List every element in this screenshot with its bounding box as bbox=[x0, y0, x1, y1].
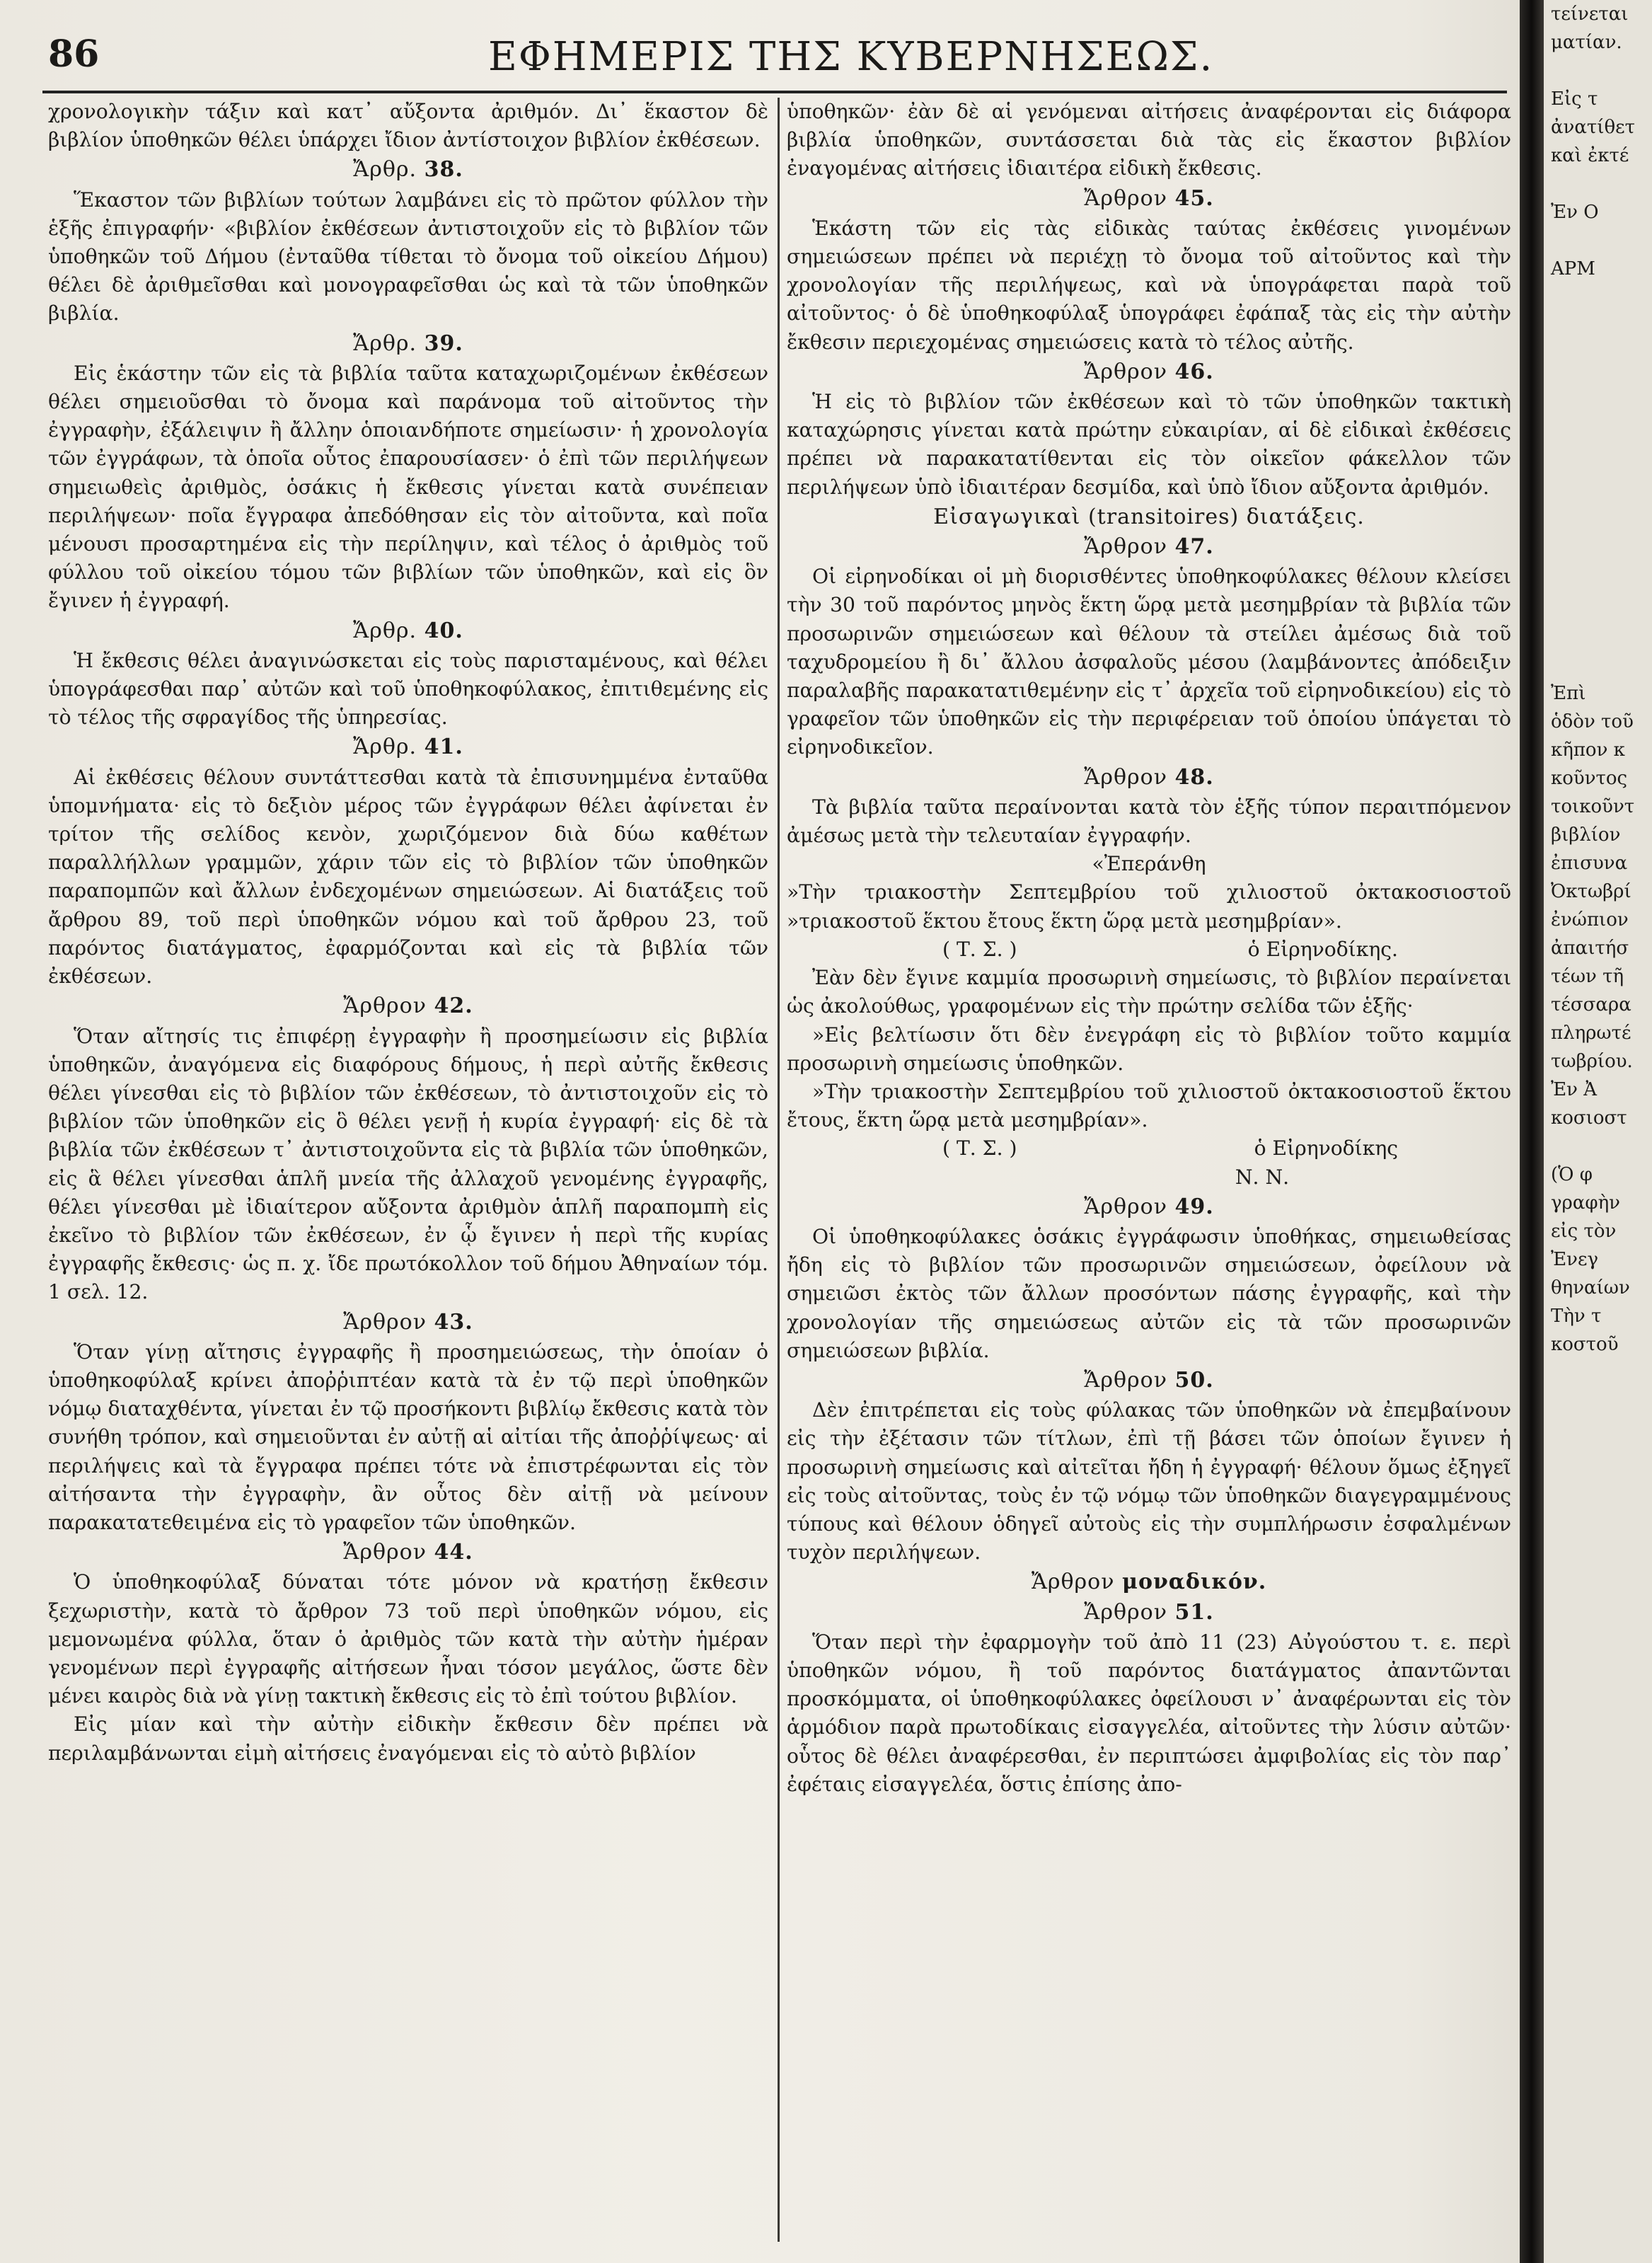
edge-fragment bbox=[1544, 368, 1652, 396]
next-page-edge bbox=[1544, 0, 1652, 2263]
paragraph: Ἡ εἰς τὸ βιβλίον τῶν ἐκθέσεων καὶ τὸ τῶν ὑποθηκῶν τακτικὴ καταχώρησις γίνεται κατὰ πρώτην εὐκαιρίαν, αἱ δὲ εἰδικαὶ ἐκθέσεις πρέπει νὰ παρακατατίθενται εἰς τὸν οἰκεῖον φάκελλον τῶν περιλήψεων ὑπὸ ἰδιαιτέραν δεσμίδα, καὶ ὑπὸ ἴδιον αὔξοντα ἀριθμόν. bbox=[787, 390, 1511, 499]
article-number: 40. bbox=[424, 618, 463, 643]
article-heading bbox=[787, 358, 1511, 386]
article-label: Ἄρθρον bbox=[343, 994, 427, 1019]
article-heading bbox=[787, 1568, 1511, 1596]
article-heading bbox=[48, 992, 768, 1020]
article-number: 43. bbox=[434, 1309, 473, 1335]
article-number: 41. bbox=[424, 735, 463, 760]
edge-fragment: πληρωτέ bbox=[1551, 1023, 1631, 1044]
article-heading bbox=[787, 533, 1511, 561]
paragraph: Ἕκαστον τῶν βιβλίων τούτων λαμβάνει εἰς τὸ πρῶτον φύλλον τὴν ἑξῆς ἐπιγραφήν· «βιβλίον ἐκθέσεων ἀντιστοιχοῦν εἰς τὸ βιβλίον τῶν ὑποθηκῶν τοῦ Δήμου (ἐνταῦθα τίθεται τὸ ὄνομα τοῦ οἰκείου Δήμου) θέλει δὲ ἀριθμεῖσθαι καὶ μονογραφεῖσθαι ὡς καὶ τὰ τῶν ὑποθηκῶν βιβλία. bbox=[48, 188, 768, 326]
article-label: Ἄρθρ. bbox=[353, 330, 417, 356]
article-label: Ἄρθρον bbox=[1084, 534, 1167, 560]
article-label: Ἄρθρον bbox=[343, 1309, 427, 1335]
centered-line: «Ἐπεράνθη bbox=[1092, 852, 1206, 876]
left-column bbox=[48, 98, 768, 2242]
edge-fragment: τείνεται bbox=[1551, 4, 1629, 25]
article-label: Ἄρθρ. bbox=[353, 618, 417, 643]
article-label: Ἄρθρον bbox=[1084, 359, 1167, 384]
edge-fragment bbox=[1544, 453, 1652, 481]
edge-fragment bbox=[1544, 57, 1652, 85]
article-label: Ἄρθρον bbox=[1031, 1570, 1115, 1595]
paragraph: Ὅταν γίνῃ αἴτησις ἐγγραφῆς ἢ προσημειώσεως, τὴν ὁποίαν ὁ ὑποθηκοφύλαξ κρίνει ἀποῤῥιπτέαν κατὰ τὰ ἐν τῷ περὶ ὑποθηκῶν νόμῳ διαταχθέντα, γίνεται ἐν τῷ προσήκοντι βιβλίῳ ἔκθεσις κατὰ τὸν συνήθη τρόπον, καὶ σημειοῦνται ἐν αὐτῇ αἱ αἰτίαι τῆς ἀποῤῥίψεως· αἱ περιλήψεις καὶ τὰ ἔγγραφα πρέπει τότε νὰ ἐπιστρέφωνται εἰς τὸν αἰτήσαντα τὴν ἐγγραφὴν, ἂν οὗτος δὲν αἰτῇ νὰ μείνουν παρακατατεθειμένα εἰς τὸ γραφεῖον τῶν ὑποθηκῶν. bbox=[48, 1340, 768, 1534]
edge-fragment bbox=[1544, 311, 1652, 340]
article-number: 50. bbox=[1174, 1367, 1214, 1393]
edge-fragment: (Ὁ φ bbox=[1551, 1164, 1593, 1185]
paragraph: Εἰς ἑκάστην τῶν εἰς τὰ βιβλία ταῦτα καταχωριζομένων ἐκθέσεων θέλει σημειοῦσθαι τὸ ὄνομα καὶ παράνομα τοῦ αἰτοῦντος τὴν ἐγγραφὴν, ἐξάλειψιν ἢ ἄλλην ὁποιανδήποτε σημείωσιν· ἡ χρονολογία τῶν ἐγγράφων, τὰ ὁποῖα οὗτος ἐπαρουσίασεν· ὁ ἐπὶ τῶν περιλήψεων σημειωθεὶς ἀριθμὸς, ὁσάκις ἡ ἔκθεσις γίνεται κατὰ συνέπειαν περιλήψεων· ποῖα ἔγγραφα ἀπεδόθησαν εἰς τὸν αἰτοῦντα, καὶ ποῖα μένουσι προσαρτημένα εἰς τὴν περίληψιν, καὶ τέλος ὁ ἀριθμὸς τοῦ φύλλου τοῦ οἰκείου τόμου τῶν βιβλίων τῶν ὑποθηκῶν, καὶ εἰς ὃν ἔγινεν ἡ ἐγγραφή. bbox=[48, 361, 768, 613]
edge-fragment bbox=[1544, 170, 1652, 198]
edge-fragment bbox=[1544, 538, 1652, 566]
paragraph: »Εἰς βελτίωσιν ὅτι δὲν ἐνεγράφη εἰς τὸ βιβλίον τοῦτο καμμία προσωρινὴ σημείωσις ὑποθηκῶν. bbox=[787, 1023, 1511, 1075]
edge-fragment: ἀνατίθετ bbox=[1551, 117, 1636, 138]
article-label: Ἄρθρον bbox=[1084, 1194, 1167, 1219]
article-number: 45. bbox=[1174, 185, 1214, 211]
edge-fragment bbox=[1544, 1132, 1652, 1161]
paragraph: Ὅταν αἴτησίς τις ἐπιφέρῃ ἐγγραφὴν ἢ προσημείωσιν εἰς βιβλία ὑποθηκῶν, ἀναγόμενα εἰς διαφόρους δήμους, ἡ περὶ αὐτῆς ἔκθεσις θέλει γίνεσθαι εἰς τὸ βιβλίον τῶν ἐκθέσεων, τὸ ἀντιστοιχοῦν εἰς τὸ βιβλίον τῶν ὑποθηκῶν εἰς ὃ θέλει γενῇ ἡ κυρία ἐγγραφή· εἰς δὲ τὰ βιβλία τῶν ἐκθέσεων τ᾽ ἀντιστοιχοῦντα εἰς τὰ βιβλία τῶν ὑποθηκῶν, εἰς ἃ θέλει γίνεσθαι ἁπλῆ μνεία τῆς ἀλλαχοῦ γενομένης ἐγγραφῆς, θέλει γίνεσθαι μὲ ἰδιαίτερον αὔξοντα ἀριθμὸν ἁπλῆ παραπομπὴ εἰς ἐκεῖνο τὸ βιβλίον τῶν ἐκθέσεων, ἐν ᾧ ἔγινεν ἡ περὶ τῆς κυρίας ἐγγραφῆς ἔκθεσις· ὡς π. χ. ἴδε πρωτόκολλον τοῦ δήμου Ἀθηναίων τόμ. 1 σελ. 12. bbox=[48, 1024, 768, 1304]
edge-fragment bbox=[1544, 396, 1652, 425]
running-title: ΕΦΗΜΕΡΙΣ ΤΗΣ ΚΥΒΕΡΝΗΣΕΩΣ. bbox=[488, 34, 1214, 80]
edge-fragment bbox=[1544, 623, 1652, 651]
page-number: 86 bbox=[48, 33, 100, 76]
paragraph: Αἱ ἐκθέσεις θέλουν συντάττεσθαι κατὰ τὰ ἐπισυνημμένα ἐνταῦθα ὑπομνήματα· εἰς τὸ δεξιὸν μέρος τῶν ἐγγράφων θέλει ἀφίνεται ἐν τρίτον τῆς σελίδος κενὸν, χωριζόμενον διὰ δύω καθέτων παραλλήλλων γραμμῶν, χάριν τῶν εἰς τὸ βιβλίον τῶν ὑποθηκῶν παραπομπῶν καὶ ἄλλων ἐνδεχομένων σημειώσεων. Αἱ διατάξεις τοῦ ἄρθρου 89, τοῦ περὶ ὑποθηκῶν νόμου καὶ τοῦ ἄρθρου 23, τοῦ παρόντος διατάγματος, ἐφαρμόζονται καὶ εἰς τὰ βιβλία τῶν ἐκθέσεων. bbox=[48, 765, 768, 989]
edge-fragment bbox=[1544, 283, 1652, 311]
seal-signature-row bbox=[787, 1134, 1511, 1163]
edge-fragment: Ἐπὶ bbox=[1551, 683, 1586, 704]
edge-fragment: βιβλίον bbox=[1551, 824, 1621, 846]
edge-fragment: καὶ ἐκτέ bbox=[1551, 145, 1629, 166]
article-number: 51. bbox=[1174, 1599, 1214, 1625]
article-heading bbox=[787, 1366, 1511, 1395]
article-heading bbox=[787, 185, 1511, 213]
binding-spine bbox=[1520, 0, 1544, 2263]
edge-fragment: τοικοῦντ bbox=[1551, 796, 1635, 817]
article-heading bbox=[48, 733, 768, 761]
edge-fragment bbox=[1544, 651, 1652, 679]
edge-fragment: Ἐνεγ bbox=[1551, 1249, 1598, 1270]
article-heading bbox=[787, 764, 1511, 792]
paragraph: Δὲν ἐπιτρέπεται εἰς τοὺς φύλακας τῶν ὑποθηκῶν νὰ ἐπεμβαίνουν εἰς τὴν ἐξέτασιν τῶν τίτλων, ἐπὶ τῇ βάσει τῶν ὁποίων ἔγινεν ἡ προσωρινὴ σημείωσις καὶ αἰτεῖται ἤδη ἡ ἐγγραφή· θέλουν ὅμως ἐξηγεῖ εἰς τοὺς αἰτοῦντας, τοὺς ἐν τῷ νόμῳ τῶν ὑποθηκῶν διαγεγραμμένους τύπους καὶ θέλουν ὁδηγεῖ αὐτοὺς εἰς τὴν συμπλήρωσιν ἐσφαλμένων τυχὸν περιλήψεων. bbox=[787, 1398, 1511, 1565]
edge-fragment: Ὀκτωβρί bbox=[1551, 881, 1631, 902]
right-column bbox=[787, 98, 1511, 2242]
edge-fragment: Ἐν Ἀ bbox=[1551, 1079, 1598, 1100]
edge-fragment: κοστοῦ bbox=[1551, 1334, 1619, 1355]
edge-fragment: ἀπαιτήσ bbox=[1551, 938, 1629, 959]
article-number: 49. bbox=[1174, 1194, 1214, 1219]
edge-fragment bbox=[1544, 566, 1652, 594]
edge-fragment: ἐνώπιον bbox=[1551, 909, 1629, 931]
article-label: Ἄρθρον bbox=[1084, 764, 1167, 790]
paragraph: Οἱ εἰρηνοδίκαι οἱ μὴ διορισθέντες ὑποθηκοφύλακες θέλουν κλείσει τὴν 30 τοῦ παρόντος μηνὸς ἕκτη ὥρᾳ μετὰ μεσημβρίαν τὰ βιβλία τῶν προσωρινῶν σημειώσεων καὶ θέλουν τὰ στείλει ἀμέσως διὰ τοῦ ταχυδρομείου ἢ δι᾽ ἄλλου ἀσφαλοῦς μέσου (λαμβάνοντες ἀπόδειξιν παραλαβῆς παρακατατιθεμένην εἰς τ᾽ ἀρχεῖα τοῦ εἰρηνοδικείου) εἰς τὸ γραφεῖον τῶν ὑποθηκῶν εἰς τὴν περιφέρειαν τοῦ ὁποίου ὑπάγεται τὸ εἰρηνοδικεῖον. bbox=[787, 565, 1511, 759]
edge-fragment: κοσιοστ bbox=[1551, 1107, 1627, 1129]
edge-fragment: Ἐν Ο bbox=[1551, 202, 1599, 223]
seal-mark: ( Τ. Σ. ) bbox=[942, 937, 1017, 961]
article-heading bbox=[48, 617, 768, 645]
signatory: ὁ Εἰρηνοδίκης bbox=[1254, 1136, 1398, 1161]
edge-fragment bbox=[1544, 340, 1652, 368]
article-number: 42. bbox=[434, 994, 473, 1019]
article-number: 44. bbox=[434, 1540, 473, 1565]
edge-fragment: ἐπισυνα bbox=[1551, 853, 1628, 874]
article-number: μοναδικόν. bbox=[1122, 1570, 1267, 1595]
edge-fragment: τωβρίου. bbox=[1551, 1051, 1633, 1072]
edge-fragment: Τὴν τ bbox=[1551, 1306, 1602, 1327]
article-label: Ἄρθρον bbox=[343, 1540, 427, 1565]
article-number: 47. bbox=[1174, 534, 1214, 560]
edge-fragment: τέσσαρα bbox=[1551, 994, 1631, 1015]
edge-fragment: ὁδὸν τοῦ bbox=[1551, 711, 1634, 732]
article-number: 48. bbox=[1174, 764, 1214, 790]
paragraph: Τὰ βιβλία ταῦτα περαίνονται κατὰ τὸν ἑξῆς τύπον περαιτπόμενον ἀμέσως μετὰ τὴν τελευταίαν ἐγγραφήν. bbox=[787, 795, 1511, 848]
edge-fragment: Εἰς τ bbox=[1551, 88, 1598, 110]
edge-fragment: κῆπον κ bbox=[1551, 739, 1625, 761]
paragraph: ὑποθηκῶν· ἐὰν δὲ αἱ γενόμεναι αἰτήσεις ἀναφέρονται εἰς διάφορα βιβλία ὑποθηκῶν, συντάσσεται διὰ τὰς εἰς ἕκαστον βιβλίον ἐναγομένας αἰτήσεις ἰδιαιτέρα εἰδικὴ ἔκθεσις. bbox=[787, 100, 1511, 180]
paragraph: »Τὴν τριακοστὴν Σεπτεμβρίου τοῦ χιλιοστοῦ ὀκτακοσιοστοῦ ἕκτου ἔτους, ἕκτη ὥρᾳ μετὰ μεσημβρίαν». bbox=[787, 1079, 1511, 1132]
article-heading bbox=[48, 1538, 768, 1567]
article-heading bbox=[48, 1308, 768, 1337]
paragraph: χρονολογικὴν τάξιν καὶ κατ᾽ αὔξοντα ἀριθμόν. Δι᾽ ἕκαστον δὲ βιβλίον ὑποθηκῶν θέλει ὑπάρχει ἴδιον ἀντίστοιχον βιβλίον ἐκθέσεων. bbox=[48, 100, 768, 152]
article-number: 38. bbox=[424, 157, 463, 183]
article-label: Ἄρθρ. bbox=[353, 157, 417, 183]
article-label: Ἄρθρον bbox=[1084, 185, 1167, 211]
edge-fragment bbox=[1544, 509, 1652, 538]
header-rule bbox=[42, 91, 1507, 93]
seal-signature-row bbox=[787, 935, 1511, 964]
edge-fragment: θηναίων bbox=[1551, 1277, 1630, 1299]
article-heading bbox=[787, 1193, 1511, 1221]
article-heading bbox=[787, 1599, 1511, 1627]
paragraph: Ἡ ἔκθεσις θέλει ἀναγινώσκεται εἰς τοὺς παρισταμένους, καὶ θέλει ὑπογράφεσθαι παρ᾽ αὐτῶν καὶ τοῦ ὑποθηκοφύλακος, ἐπιτιθεμένης εἰς τὸ τέλος τῆς σφραγίδος τῆς ὑπηρεσίας. bbox=[48, 648, 768, 730]
article-heading bbox=[48, 156, 768, 184]
paragraph: Ὁ ὑποθηκοφύλαξ δύναται τότε μόνον νὰ κρατήσῃ ἔκθεσιν ξεχωριστὴν, κατὰ τὸ ἄρθρον 73 τοῦ περὶ ὑποθηκῶν νόμου, εἰς μεμονωμένα φύλλα, ὅταν ὁ ἀριθμὸς τῶν κατὰ τὴν αὐτὴν ἡμέραν γενομένων περὶ ἐγγραφῆς αἰτήσεων ἦναι τόσον μεγάλος, ὥστε δὲν μένει καιρὸς διὰ νὰ γίνῃ τακτικὴ ἔκθεσις εἰς τὸ ἐπὶ τούτου βιβλίον. bbox=[48, 1570, 768, 1708]
article-number: 39. bbox=[424, 330, 463, 356]
edge-fragment: ματίαν. bbox=[1551, 32, 1622, 53]
paragraph: Ἑκάστη τῶν εἰς τὰς εἰδικὰς ταύτας ἐκθέσεις γινομένων σημειώσεων πρέπει νὰ περιέχῃ τὸ ὄνομα τοῦ αἰτοῦντος καὶ τὴν χρονολογίαν τῆς περιλήψεως, καὶ νὰ ὑπογράφεται παρὰ τοῦ αἰτοῦντος· ὁ δὲ ὑποθηκοφύλαξ ὑπογράφει ἐφάπαξ τὰς εἰς τὴν αὐτὴν ἔκθεσιν περιεχομένας σημειώσεις κατὰ τὸ τέλος αὐτῆς. bbox=[787, 216, 1511, 354]
edge-fragment: εἰς τὸν bbox=[1551, 1221, 1617, 1242]
paragraph: Οἱ ὑποθηκοφύλακες ὁσάκις ἐγγράφωσιν ὑποθήκας, σημειωθείσας ἤδη εἰς τὸ βιβλίον τῶν προσωρινῶν σημειώσεων, ὀφείλουν νὰ σημειῶσι ἐκτὸς τῶν ἄλλων προσόντων πάσης ἐγγραφῆς, καὶ τὴν χρονολογίαν τῆς σημειώσεως αὐτῶν εἰς τὰ τῶν προσωρινῶν σημειώσεων βιβλία. bbox=[787, 1224, 1511, 1362]
edge-fragment bbox=[1544, 425, 1652, 453]
article-number: 46. bbox=[1174, 359, 1214, 384]
paragraph: Ἐὰν δὲν ἔγινε καμμία προσωρινὴ σημείωσις, τὸ βιβλίον περαίνεται ὡς ἀκολούθως, γραφομένων εἰς τὴν πρώτην σελίδα τῶν ἑξῆς· bbox=[787, 966, 1511, 1018]
edge-fragment: τέων τῆ bbox=[1551, 966, 1624, 987]
edge-fragment: γραφὴν bbox=[1551, 1192, 1620, 1214]
paragraph: Ὅταν περὶ τὴν ἐφαρμογὴν τοῦ ἀπὸ 11 (23) Αὐγούστου τ. ε. περὶ ὑποθηκῶν νόμου, ἢ τοῦ παρόντος διατάγματος ἀπαντῶνται προσκόμματα, οἱ ὑποθηκοφύλακες ὀφείλουσι ν᾽ ἀναφέρωνται εἰς τὸν ἁρμόδιον παρὰ πρωτοδίκαις εἰσαγγελέα, αἰτοῦντες τὴν λύσιν αὐτῶν· οὗτος δὲ θέλει ἀναφέρεσθαι, ἐν περιπτώσει ἀμφιβολίας εἰς τὸν παρ᾽ ἐφέταις εἰσαγγελέα, ὅστις ἐπίσης ἀπο- bbox=[787, 1630, 1511, 1796]
edge-fragment bbox=[1544, 594, 1652, 623]
paragraph: Εἰς μίαν καὶ τὴν αὐτὴν εἰδικὴν ἔκθεσιν δὲν πρέπει νὰ περιλαμβάνωνται εἰμὴ αἰτήσεις ἐναγόμεναι εἰς τὸ αὐτὸ βιβλίον bbox=[48, 1712, 768, 1765]
edge-fragment: κοῦντος bbox=[1551, 768, 1628, 789]
article-heading bbox=[48, 330, 768, 358]
edge-fragment bbox=[1544, 481, 1652, 509]
section-heading: Εἰσαγωγικαὶ (transitoires) διατάξεις. bbox=[933, 504, 1365, 529]
article-label: Ἄρθρ. bbox=[353, 735, 417, 760]
article-label: Ἄρθρον bbox=[1084, 1367, 1167, 1393]
edge-fragment bbox=[1544, 226, 1652, 255]
column-divider bbox=[778, 98, 780, 2242]
article-label: Ἄρθρον bbox=[1084, 1599, 1167, 1625]
signatory: ὁ Εἰρηνοδίκης. bbox=[1247, 937, 1398, 961]
edge-fragment: ΑΡΜ bbox=[1551, 258, 1595, 280]
signature-initials: Ν. Ν. bbox=[1235, 1165, 1290, 1189]
paragraph: »Τὴν τριακοστὴν Σεπτεμβρίου τοῦ χιλιοστοῦ ὀκτακοσιοστοῦ »τριακοστοῦ ἕκτου ἔτους ἕκτη ὥρᾳ μετὰ μεσημβρίαν». bbox=[787, 880, 1511, 933]
seal-mark: ( Τ. Σ. ) bbox=[942, 1136, 1017, 1161]
